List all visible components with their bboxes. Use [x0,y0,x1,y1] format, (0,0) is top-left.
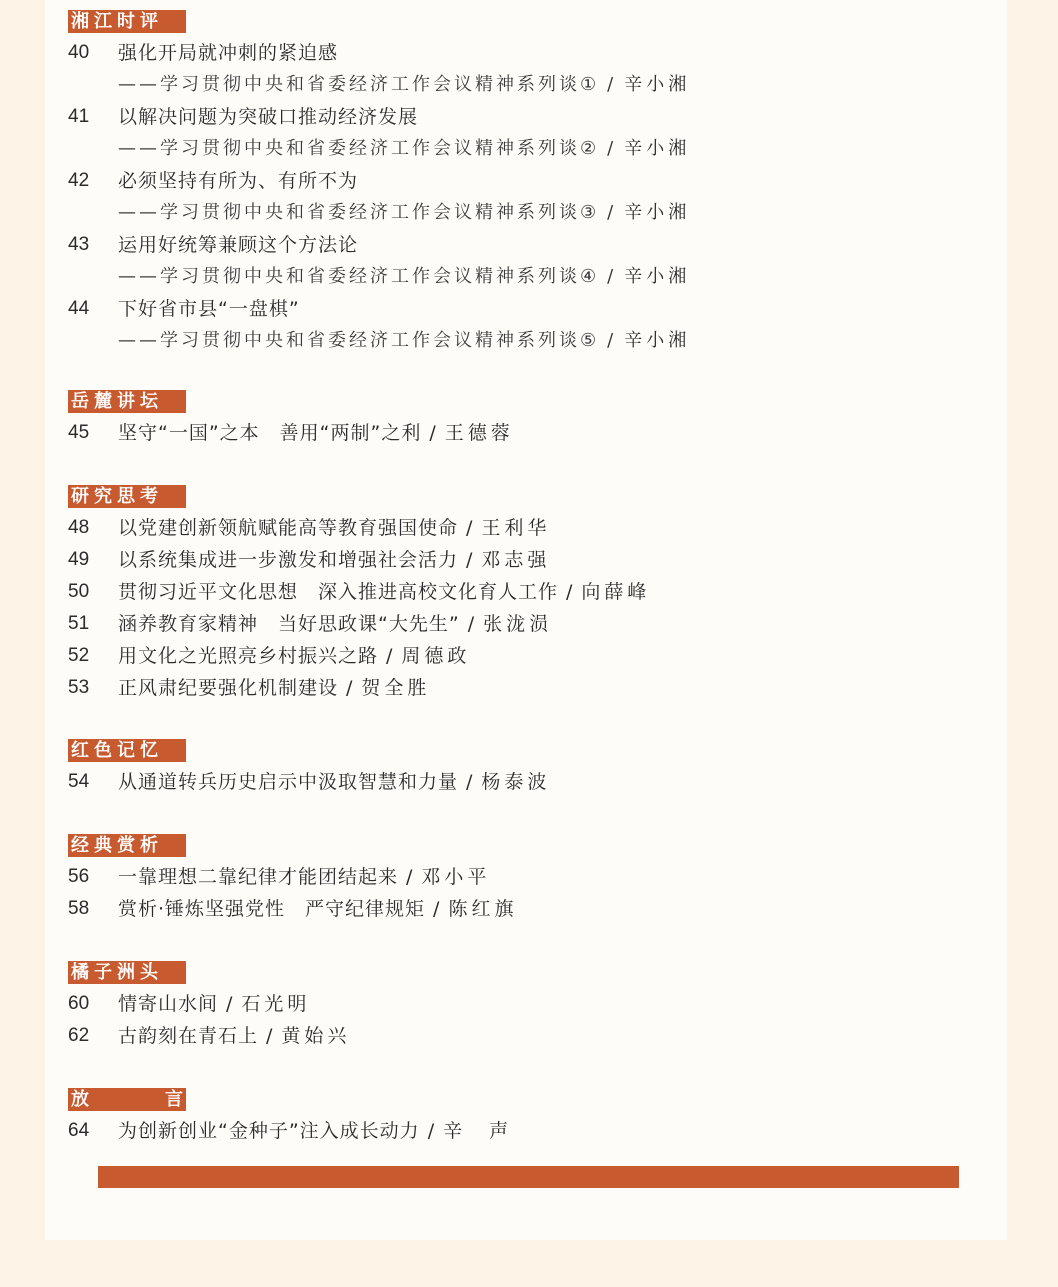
page-number: 48 [68,517,90,538]
author-name: 杨泰波 [481,771,551,793]
section-xiangjiang-shiping [68,10,828,357]
toc-entry[interactable] [68,608,828,640]
section-yanjiu-sikao [68,485,828,704]
toc-entry[interactable] [68,640,828,672]
page-number: 60 [68,993,90,1014]
toc-entry[interactable] [68,893,828,925]
toc-entry[interactable] [68,293,828,357]
page-number: 53 [68,677,90,698]
page-number: 42 [68,170,90,191]
author-name: 辛小湘 [624,138,691,159]
article-title: 古韵刻在青石上 / 黄始兴 [118,1025,351,1047]
article-title: 正风肃纪要强化机制建设 / 贺全胜 [118,677,431,699]
page-number: 51 [68,613,90,634]
article-subtitle: ——学习贯彻中央和省委经济工作会议精神系列谈① / 辛小湘 [118,74,691,95]
section-jingdian-shangxi [68,834,828,925]
article-title: 为创新创业“金种子”注入成长动力 / 辛 声 [118,1120,513,1142]
article-title: 从通道转兵历史启示中汲取智慧和力量 / 杨泰波 [118,771,551,793]
section-tag: 湘江时评 [68,10,186,33]
author-name: 辛小湘 [624,74,691,95]
toc-entry[interactable] [68,417,828,449]
section-tag: 经典赏析 [68,834,186,857]
toc-entry[interactable] [68,861,828,893]
page-number: 40 [68,42,90,63]
author-name: 王德蓉 [444,422,514,444]
toc-entry[interactable] [68,576,828,608]
section-tag: 放言 [68,1088,186,1111]
author-name: 陈红旗 [448,898,518,920]
author-name: 辛小湘 [624,330,691,351]
article-title: 用文化之光照亮乡村振兴之路 / 周德政 [118,645,471,667]
article-title: 强化开局就冲刺的紧迫感 [118,42,339,64]
toc-entry[interactable] [68,37,828,101]
article-title: 一靠理想二靠纪律才能团结起来 / 邓小平 [118,866,491,888]
article-title: 以党建创新领航赋能高等教育强国使命 / 王利华 [118,517,551,539]
article-title: 以解决问题为突破口推动经济发展 [118,106,419,128]
page-number: 43 [68,234,90,255]
article-subtitle: ——学习贯彻中央和省委经济工作会议精神系列谈③ / 辛小湘 [118,202,691,223]
author-name: 邓小平 [421,866,491,888]
page-number: 41 [68,106,90,127]
section-tag: 红色记忆 [68,739,186,762]
article-title: 情寄山水间 / 石光明 [118,993,311,1015]
section-hongse-jiyi [68,739,828,798]
page-number: 49 [68,549,90,570]
page-number: 44 [68,298,90,319]
toc-entry[interactable] [68,229,828,293]
footer-bar [98,1166,959,1188]
toc-entry[interactable] [68,1020,828,1052]
page-number: 52 [68,645,90,666]
article-title: 涵养教育家精神 当好思政课“大先生” / 张泷涢 [118,613,553,635]
article-title: 下好省市县“一盘棋” [118,298,300,320]
author-name: 黄始兴 [281,1025,351,1047]
section-tag: 岳麓讲坛 [68,390,186,413]
author-name: 周德政 [401,645,471,667]
author-name: 辛 声 [443,1120,513,1142]
author-name: 向薛峰 [581,581,651,603]
article-title: 以系统集成进一步激发和增强社会活力 / 邓志强 [118,549,551,571]
page-number: 45 [68,422,90,443]
toc-entry[interactable] [68,766,828,798]
page-number: 50 [68,581,90,602]
author-name: 邓志强 [481,549,551,571]
toc-entry[interactable] [68,544,828,576]
toc-entry[interactable] [68,512,828,544]
section-juzizhoutou [68,961,828,1052]
article-subtitle: ——学习贯彻中央和省委经济工作会议精神系列谈⑤ / 辛小湘 [118,330,691,351]
article-title: 必须坚持有所为、有所不为 [118,170,359,192]
article-subtitle: ——学习贯彻中央和省委经济工作会议精神系列谈② / 辛小湘 [118,138,691,159]
article-subtitle: ——学习贯彻中央和省委经济工作会议精神系列谈④ / 辛小湘 [118,266,691,287]
section-tag: 研究思考 [68,485,186,508]
section-tag: 橘子洲头 [68,961,186,984]
section-fangyan [68,1088,828,1147]
page-number: 54 [68,771,90,792]
page-number: 62 [68,1025,90,1046]
article-title: 贯彻习近平文化思想 深入推进高校文化育人工作 / 向薛峰 [118,581,651,603]
page-number: 58 [68,898,90,919]
author-name: 辛小湘 [624,202,691,223]
article-title: 运用好统筹兼顾这个方法论 [118,234,359,256]
toc-entry[interactable] [68,1115,828,1147]
author-name: 石光明 [241,993,311,1015]
toc-entry[interactable] [68,101,828,165]
toc-entry[interactable] [68,672,828,704]
toc-entry[interactable] [68,988,828,1020]
author-name: 贺全胜 [361,677,431,699]
author-name: 张泷涢 [483,613,553,635]
author-name: 王利华 [481,517,551,539]
article-title: 赏析·锤炼坚强党性 严守纪律规矩 / 陈红旗 [118,898,518,920]
author-name: 辛小湘 [624,266,691,287]
section-yuelu-jiangtan [68,390,828,449]
toc-entry[interactable] [68,165,828,229]
article-title: 坚守“一国”之本 善用“两制”之利 / 王德蓉 [118,422,514,444]
page-number: 56 [68,866,90,887]
page-number: 64 [68,1120,90,1141]
